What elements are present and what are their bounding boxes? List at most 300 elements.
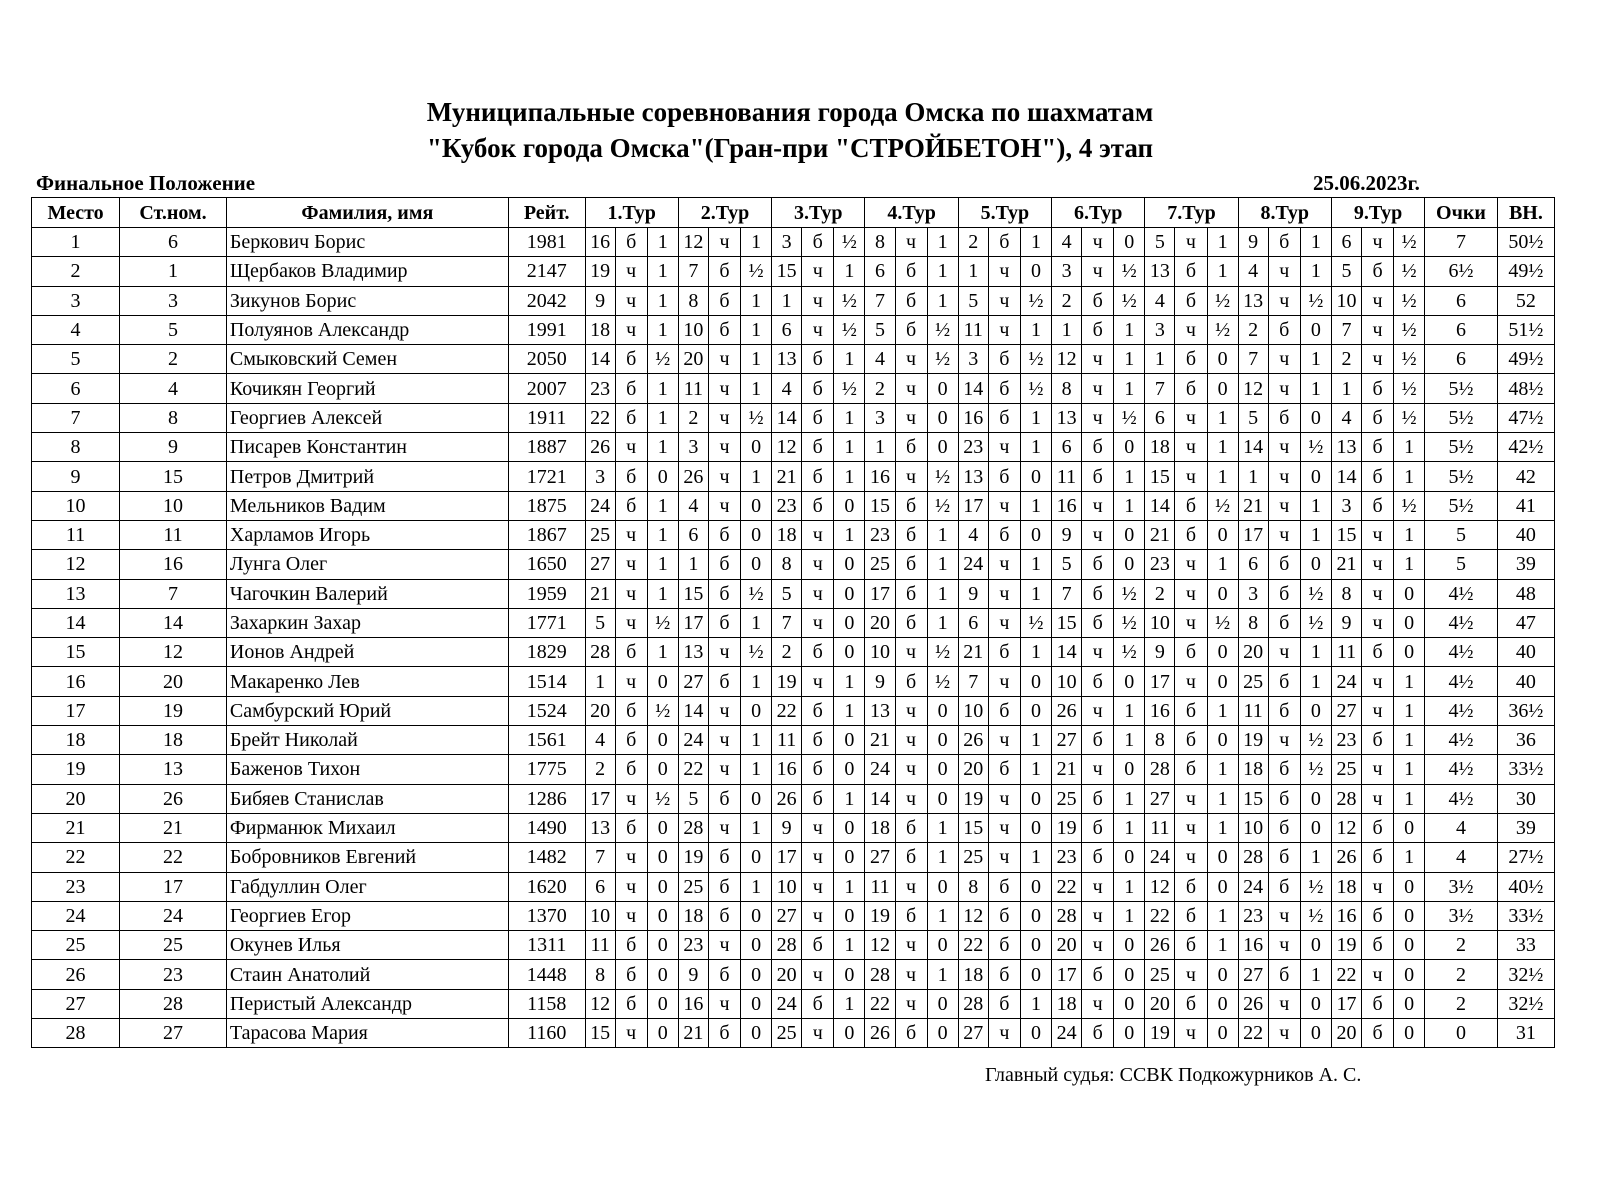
opponent-cell: 21: [865, 726, 895, 755]
opponent-cell: 26: [958, 726, 988, 755]
opponent-cell: 19: [1145, 1019, 1175, 1048]
result-cell: 1: [1020, 843, 1051, 872]
opponent-cell: 3: [865, 403, 895, 432]
col-round-1: 1.Тур: [585, 198, 678, 228]
color-cell: ч: [1268, 491, 1300, 520]
result-cell: 1: [1207, 257, 1238, 286]
result-cell: 0: [834, 550, 865, 579]
color-cell: ч: [895, 960, 927, 989]
opponent-cell: 17: [958, 491, 988, 520]
opponent-cell: 21: [1238, 491, 1268, 520]
result-cell: 1: [1207, 550, 1238, 579]
opponent-cell: 9: [585, 286, 615, 315]
result-cell: 1: [1300, 228, 1331, 257]
opponent-cell: 25: [865, 550, 895, 579]
result-cell: 0: [647, 755, 678, 784]
place-cell: 2: [32, 257, 120, 286]
opponent-cell: 4: [865, 345, 895, 374]
player-name-cell: Зикунов Борис: [226, 286, 508, 315]
table-row: [32, 667, 1555, 696]
table-row: [32, 872, 1555, 901]
color-cell: ч: [895, 462, 927, 491]
result-cell: 1: [1114, 491, 1145, 520]
color-cell: б: [1082, 1019, 1114, 1048]
opponent-cell: 12: [1331, 813, 1361, 842]
color-cell: б: [988, 696, 1020, 725]
opponent-cell: 16: [1145, 696, 1175, 725]
opponent-cell: 24: [678, 726, 708, 755]
color-cell: б: [1175, 696, 1207, 725]
opponent-cell: 5: [678, 784, 708, 813]
opponent-cell: 6: [678, 520, 708, 549]
opponent-cell: 14: [585, 345, 615, 374]
result-cell: 1: [647, 520, 678, 549]
result-cell: 1: [1394, 784, 1425, 813]
tiebreak-cell: 33½: [1497, 901, 1554, 930]
result-cell: 0: [741, 784, 772, 813]
opponent-cell: 5: [958, 286, 988, 315]
color-cell: б: [708, 286, 740, 315]
result-cell: ½: [927, 315, 958, 344]
rating-cell: 1514: [508, 667, 585, 696]
opponent-cell: 6: [1145, 403, 1175, 432]
result-cell: 1: [741, 286, 772, 315]
color-cell: б: [1361, 813, 1393, 842]
result-cell: 0: [741, 491, 772, 520]
color-cell: б: [1082, 315, 1114, 344]
place-cell: 8: [32, 433, 120, 462]
result-cell: 0: [927, 433, 958, 462]
opponent-cell: 7: [1331, 315, 1361, 344]
tiebreak-cell: 48: [1497, 579, 1554, 608]
result-cell: ½: [927, 345, 958, 374]
color-cell: ч: [895, 345, 927, 374]
color-cell: б: [1361, 638, 1393, 667]
place-cell: 18: [32, 726, 120, 755]
result-cell: ½: [1300, 755, 1331, 784]
opponent-cell: 26: [585, 433, 615, 462]
result-cell: 1: [1207, 901, 1238, 930]
color-cell: ч: [708, 403, 740, 432]
opponent-cell: 15: [1331, 520, 1361, 549]
result-cell: ½: [1020, 608, 1051, 637]
opponent-cell: 16: [772, 755, 802, 784]
place-cell: 5: [32, 345, 120, 374]
result-cell: 1: [1394, 520, 1425, 549]
opponent-cell: 9: [772, 813, 802, 842]
opponent-cell: 2: [958, 228, 988, 257]
result-cell: 1: [927, 579, 958, 608]
result-cell: ½: [1020, 286, 1051, 315]
color-cell: ч: [708, 374, 740, 403]
tiebreak-cell: 31: [1497, 1019, 1554, 1048]
result-cell: 1: [1207, 813, 1238, 842]
result-cell: 1: [1300, 638, 1331, 667]
result-cell: 0: [1300, 813, 1331, 842]
result-cell: 1: [1207, 228, 1238, 257]
color-cell: ч: [802, 286, 834, 315]
result-cell: 1: [1020, 315, 1051, 344]
subtitle: Финальное Положение: [36, 171, 256, 195]
points-cell: 4½: [1425, 696, 1498, 725]
color-cell: б: [802, 345, 834, 374]
color-cell: б: [1175, 755, 1207, 784]
start-number-cell: 7: [120, 579, 227, 608]
player-name-cell: Макаренко Лев: [226, 667, 508, 696]
col-round-2: 2.Тур: [678, 198, 771, 228]
result-cell: 1: [647, 491, 678, 520]
opponent-cell: 24: [1145, 843, 1175, 872]
color-cell: ч: [1175, 960, 1207, 989]
opponent-cell: 15: [772, 257, 802, 286]
color-cell: ч: [615, 257, 647, 286]
result-cell: ½: [647, 345, 678, 374]
start-number-cell: 10: [120, 491, 227, 520]
result-cell: ½: [1114, 638, 1145, 667]
color-cell: б: [1268, 872, 1300, 901]
opponent-cell: 5: [1052, 550, 1082, 579]
color-cell: ч: [1268, 462, 1300, 491]
opponent-cell: 7: [1052, 579, 1082, 608]
result-cell: 0: [1207, 520, 1238, 549]
place-cell: 26: [32, 960, 120, 989]
start-number-cell: 26: [120, 784, 227, 813]
opponent-cell: 14: [1052, 638, 1082, 667]
opponent-cell: 12: [1238, 374, 1268, 403]
place-cell: 16: [32, 667, 120, 696]
opponent-cell: 8: [958, 872, 988, 901]
player-name-cell: Баженов Тихон: [226, 755, 508, 784]
result-cell: 1: [741, 872, 772, 901]
points-cell: 4½: [1425, 638, 1498, 667]
opponent-cell: 6: [1238, 550, 1268, 579]
color-cell: б: [1082, 286, 1114, 315]
color-cell: ч: [1175, 784, 1207, 813]
result-cell: 1: [647, 228, 678, 257]
result-cell: 1: [647, 315, 678, 344]
table-row: [32, 228, 1555, 257]
opponent-cell: 11: [1145, 813, 1175, 842]
color-cell: б: [1082, 462, 1114, 491]
player-name-cell: Полуянов Александр: [226, 315, 508, 344]
result-cell: 0: [834, 579, 865, 608]
rating-cell: 1775: [508, 755, 585, 784]
opponent-cell: 17: [772, 843, 802, 872]
result-cell: 0: [834, 755, 865, 784]
table-row: [32, 374, 1555, 403]
color-cell: б: [802, 433, 834, 462]
rating-cell: 1160: [508, 1019, 585, 1048]
color-cell: б: [615, 989, 647, 1018]
result-cell: 0: [1394, 931, 1425, 960]
result-cell: 1: [647, 579, 678, 608]
start-number-cell: 12: [120, 638, 227, 667]
color-cell: ч: [708, 462, 740, 491]
opponent-cell: 5: [1331, 257, 1361, 286]
result-cell: 0: [1020, 520, 1051, 549]
color-cell: б: [1361, 726, 1393, 755]
points-cell: 4½: [1425, 667, 1498, 696]
opponent-cell: 14: [1238, 433, 1268, 462]
table-row: [32, 931, 1555, 960]
opponent-cell: 17: [585, 784, 615, 813]
result-cell: 0: [741, 901, 772, 930]
color-cell: ч: [1175, 579, 1207, 608]
result-cell: 1: [647, 550, 678, 579]
result-cell: 1: [1020, 989, 1051, 1018]
result-cell: 1: [927, 257, 958, 286]
player-name-cell: Беркович Борис: [226, 228, 508, 257]
opponent-cell: 20: [585, 696, 615, 725]
result-cell: 1: [834, 667, 865, 696]
rating-cell: 2050: [508, 345, 585, 374]
color-cell: б: [1082, 843, 1114, 872]
color-cell: б: [1268, 960, 1300, 989]
result-cell: 0: [927, 755, 958, 784]
color-cell: б: [708, 608, 740, 637]
opponent-cell: 18: [865, 813, 895, 842]
result-cell: 1: [1114, 374, 1145, 403]
opponent-cell: 14: [678, 696, 708, 725]
color-cell: ч: [895, 989, 927, 1018]
color-cell: ч: [988, 433, 1020, 462]
opponent-cell: 3: [585, 462, 615, 491]
opponent-cell: 11: [678, 374, 708, 403]
rating-cell: 1448: [508, 960, 585, 989]
color-cell: б: [1268, 843, 1300, 872]
result-cell: ½: [647, 608, 678, 637]
result-cell: 0: [1020, 1019, 1051, 1048]
opponent-cell: 21: [1052, 755, 1082, 784]
color-cell: б: [1268, 550, 1300, 579]
opponent-cell: 28: [1238, 843, 1268, 872]
result-cell: ½: [647, 784, 678, 813]
opponent-cell: 14: [958, 374, 988, 403]
start-number-cell: 9: [120, 433, 227, 462]
color-cell: ч: [895, 931, 927, 960]
color-cell: ч: [802, 843, 834, 872]
opponent-cell: 26: [865, 1019, 895, 1048]
result-cell: 1: [1300, 960, 1331, 989]
opponent-cell: 13: [1052, 403, 1082, 432]
result-cell: ½: [741, 257, 772, 286]
color-cell: ч: [1082, 403, 1114, 432]
result-cell: 1: [1114, 462, 1145, 491]
result-cell: 0: [741, 960, 772, 989]
result-cell: 1: [1207, 784, 1238, 813]
color-cell: б: [802, 784, 834, 813]
start-number-cell: 17: [120, 872, 227, 901]
opponent-cell: 8: [678, 286, 708, 315]
result-cell: 1: [1207, 462, 1238, 491]
opponent-cell: 1: [1238, 462, 1268, 491]
result-cell: 1: [1207, 931, 1238, 960]
result-cell: 1: [1114, 784, 1145, 813]
opponent-cell: 23: [1238, 901, 1268, 930]
opponent-cell: 27: [958, 1019, 988, 1048]
color-cell: ч: [802, 579, 834, 608]
place-cell: 20: [32, 784, 120, 813]
color-cell: б: [1361, 374, 1393, 403]
color-cell: ч: [615, 315, 647, 344]
result-cell: 1: [1020, 638, 1051, 667]
opponent-cell: 20: [865, 608, 895, 637]
opponent-cell: 20: [1052, 931, 1082, 960]
opponent-cell: 12: [678, 228, 708, 257]
points-cell: 3½: [1425, 901, 1498, 930]
result-cell: 1: [741, 374, 772, 403]
opponent-cell: 25: [678, 872, 708, 901]
color-cell: ч: [615, 608, 647, 637]
result-cell: 0: [647, 901, 678, 930]
opponent-cell: 10: [865, 638, 895, 667]
color-cell: ч: [802, 257, 834, 286]
color-cell: б: [1268, 608, 1300, 637]
color-cell: б: [615, 491, 647, 520]
color-cell: б: [802, 726, 834, 755]
color-cell: ч: [802, 960, 834, 989]
opponent-cell: 9: [678, 960, 708, 989]
result-cell: 0: [1207, 872, 1238, 901]
result-cell: 0: [1020, 931, 1051, 960]
start-number-cell: 23: [120, 960, 227, 989]
opponent-cell: 13: [958, 462, 988, 491]
result-cell: 0: [1114, 228, 1145, 257]
color-cell: б: [1268, 667, 1300, 696]
opponent-cell: 1: [678, 550, 708, 579]
result-cell: 0: [927, 374, 958, 403]
start-number-cell: 6: [120, 228, 227, 257]
color-cell: б: [1268, 813, 1300, 842]
color-cell: ч: [1361, 696, 1393, 725]
place-cell: 23: [32, 872, 120, 901]
result-cell: 0: [834, 960, 865, 989]
player-name-cell: Окунев Илья: [226, 931, 508, 960]
result-cell: 1: [834, 433, 865, 462]
color-cell: ч: [708, 931, 740, 960]
color-cell: б: [1082, 550, 1114, 579]
result-cell: 1: [1114, 813, 1145, 842]
opponent-cell: 24: [772, 989, 802, 1018]
color-cell: б: [1082, 813, 1114, 842]
rating-cell: 1158: [508, 989, 585, 1018]
color-cell: ч: [1175, 667, 1207, 696]
result-cell: 1: [1114, 726, 1145, 755]
color-cell: б: [802, 696, 834, 725]
opponent-cell: 18: [585, 315, 615, 344]
result-cell: ½: [1207, 608, 1238, 637]
opponent-cell: 27: [1145, 784, 1175, 813]
opponent-cell: 15: [958, 813, 988, 842]
color-cell: ч: [802, 813, 834, 842]
color-cell: ч: [895, 755, 927, 784]
color-cell: ч: [708, 433, 740, 462]
opponent-cell: 5: [772, 579, 802, 608]
color-cell: б: [1175, 901, 1207, 930]
opponent-cell: 19: [1331, 931, 1361, 960]
opponent-cell: 2: [678, 403, 708, 432]
result-cell: 1: [927, 901, 958, 930]
result-cell: 1: [1114, 315, 1145, 344]
col-name: Фамилия, имя: [226, 198, 508, 228]
color-cell: ч: [1175, 550, 1207, 579]
opponent-cell: 23: [958, 433, 988, 462]
start-number-cell: 16: [120, 550, 227, 579]
color-cell: б: [895, 579, 927, 608]
result-cell: 1: [1394, 667, 1425, 696]
result-cell: 0: [741, 1019, 772, 1048]
color-cell: б: [1175, 989, 1207, 1018]
points-cell: 5: [1425, 550, 1498, 579]
color-cell: ч: [1268, 1019, 1300, 1048]
result-cell: 0: [834, 843, 865, 872]
opponent-cell: 20: [772, 960, 802, 989]
result-cell: 0: [1207, 667, 1238, 696]
tiebreak-cell: 39: [1497, 813, 1554, 842]
opponent-cell: 10: [1052, 667, 1082, 696]
place-cell: 11: [32, 520, 120, 549]
color-cell: б: [1082, 608, 1114, 637]
color-cell: б: [708, 667, 740, 696]
result-cell: 0: [927, 989, 958, 1018]
color-cell: ч: [988, 784, 1020, 813]
result-cell: ½: [927, 462, 958, 491]
opponent-cell: 22: [772, 696, 802, 725]
opponent-cell: 15: [585, 1019, 615, 1048]
color-cell: ч: [895, 726, 927, 755]
opponent-cell: 12: [958, 901, 988, 930]
result-cell: 0: [1300, 550, 1331, 579]
opponent-cell: 24: [1331, 667, 1361, 696]
color-cell: б: [1361, 901, 1393, 930]
start-number-cell: 20: [120, 667, 227, 696]
result-cell: 0: [834, 1019, 865, 1048]
result-cell: 0: [834, 901, 865, 930]
tiebreak-cell: 52: [1497, 286, 1554, 315]
place-cell: 6: [32, 374, 120, 403]
opponent-cell: 19: [1052, 813, 1082, 842]
col-round-3: 3.Тур: [772, 198, 865, 228]
opponent-cell: 6: [772, 315, 802, 344]
color-cell: ч: [1175, 403, 1207, 432]
table-row: [32, 726, 1555, 755]
result-cell: 0: [1394, 989, 1425, 1018]
place-cell: 1: [32, 228, 120, 257]
tiebreak-cell: 47½: [1497, 403, 1554, 432]
color-cell: ч: [1082, 228, 1114, 257]
result-cell: 0: [741, 433, 772, 462]
result-cell: 1: [1020, 550, 1051, 579]
opponent-cell: 20: [678, 345, 708, 374]
color-cell: б: [895, 1019, 927, 1048]
result-cell: 1: [1207, 755, 1238, 784]
result-cell: 1: [1300, 520, 1331, 549]
start-number-cell: 27: [120, 1019, 227, 1048]
result-cell: 1: [834, 872, 865, 901]
color-cell: б: [802, 228, 834, 257]
opponent-cell: 21: [585, 579, 615, 608]
opponent-cell: 5: [585, 608, 615, 637]
result-cell: 1: [1114, 345, 1145, 374]
color-cell: ч: [1175, 228, 1207, 257]
result-cell: 1: [1394, 726, 1425, 755]
opponent-cell: 6: [585, 872, 615, 901]
opponent-cell: 3: [1052, 257, 1082, 286]
result-cell: 0: [1114, 520, 1145, 549]
opponent-cell: 26: [1331, 843, 1361, 872]
color-cell: ч: [802, 608, 834, 637]
color-cell: б: [1268, 696, 1300, 725]
